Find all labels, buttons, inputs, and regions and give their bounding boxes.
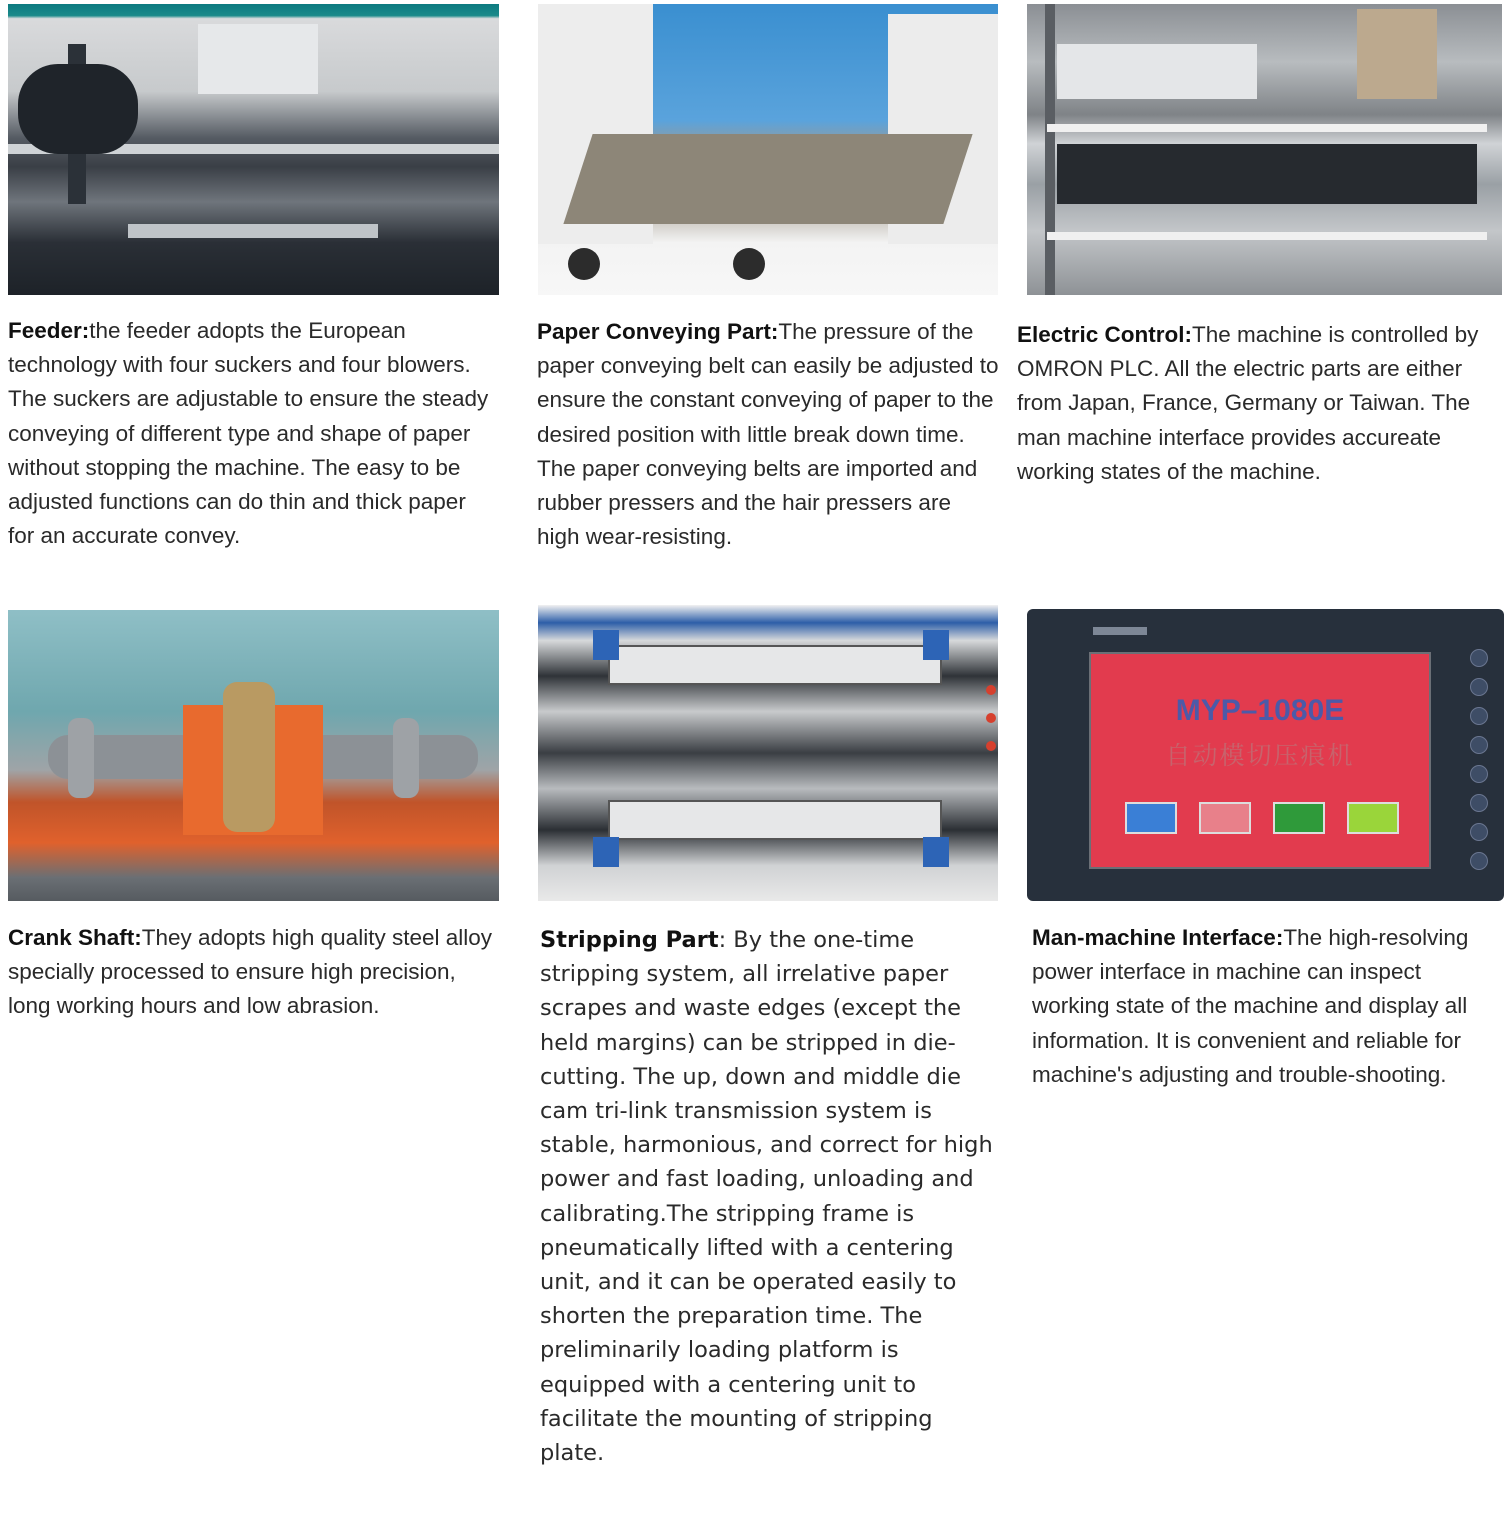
paper-conveying-caption <box>537 315 999 554</box>
side-button-icon[interactable] <box>1470 765 1488 783</box>
screen-button-4[interactable] <box>1347 802 1399 834</box>
crank-shaft-photo <box>8 610 499 901</box>
side-button-icon[interactable] <box>1470 649 1488 667</box>
electric-control-caption <box>1017 318 1507 489</box>
screen-button-2[interactable] <box>1199 802 1251 834</box>
side-button-icon[interactable] <box>1470 678 1488 696</box>
electric-control-photo <box>1027 4 1502 295</box>
man-machine-interface-title: Man-machine Interface: <box>1032 925 1284 950</box>
screen-button-3[interactable] <box>1273 802 1325 834</box>
stripping-part-photo <box>538 605 998 901</box>
hmi-screen <box>1089 652 1431 869</box>
side-button-icon[interactable] <box>1470 852 1488 870</box>
crank-shaft-text: They adopts high quality steel alloy specially processed to ensure high precision, long working hours and low abrasion. <box>8 925 492 1019</box>
brand-logo-icon <box>1093 627 1147 635</box>
electric-control-text: The machine is controlled by OMRON PLC. All the electric parts are either from Japan, France, Germany or Taiwan. The man machine interface provides accureate working states of the machine. <box>1017 322 1479 484</box>
paper-conveying-photo <box>538 4 998 295</box>
crank-shaft-caption <box>8 921 503 1024</box>
paper-conveying-title: Paper Conveying Part: <box>537 319 779 344</box>
side-button-icon[interactable] <box>1470 707 1488 725</box>
stripping-part-title: Stripping Part <box>540 927 719 953</box>
feeder-photo <box>8 4 499 295</box>
crank-shaft-title: Crank Shaft: <box>8 925 142 950</box>
man-machine-interface-photo <box>1027 609 1504 901</box>
screen-chinese-subtitle: 自动模切压痕机 <box>1165 741 1355 770</box>
side-button-icon[interactable] <box>1470 823 1488 841</box>
stripping-part-text: : By the one-time stripping system, all irrelative paper scrapes and waste edges (except the held margins) can be stripped in die-cutting. The up, down and middle die cam tri-link transmission system is stable, harmonious, and correct for high power and fast loading, unloading and calibrating.The stripping frame is pneumatically lifted with a centering unit, and it can be operated easily to shorten the preparation time. The preliminarily loading platform is equipped with a centering unit to facilitate the mounting of stripping plate. <box>540 927 993 1467</box>
feeder-text: the feeder adopts the European technology with four suckers and four blowers. The suckers are adjustable to ensure the steady conveying of different type and shape of paper without stopping the machine. The easy to be adjusted functions can do thin and thick paper for an accurate convey. <box>8 318 489 549</box>
man-machine-interface-caption <box>1032 921 1502 1092</box>
electric-control-title: Electric Control: <box>1017 322 1193 347</box>
feeder-title: Feeder: <box>8 318 90 343</box>
stripping-part-caption <box>540 923 995 1470</box>
paper-conveying-text: The pressure of the paper conveying belt can easily be adjusted to ensure the constant conveying of paper to the desired position with little break down time. The paper conveying belts are imported and rubber pressers and the hair pressers are high wear-resisting. <box>537 319 999 550</box>
man-machine-interface-text: The high-resolving power interface in machine can inspect working state of the machine and display all information. It is convenient and reliable for machine's adjusting and trouble-shooting. <box>1032 925 1469 1087</box>
screen-model-title: MYP–1080E <box>1175 694 1345 727</box>
side-buttons <box>1470 649 1488 881</box>
side-button-icon[interactable] <box>1470 736 1488 754</box>
screen-button-1[interactable] <box>1125 802 1177 834</box>
feeder-caption <box>8 314 498 553</box>
side-button-icon[interactable] <box>1470 794 1488 812</box>
